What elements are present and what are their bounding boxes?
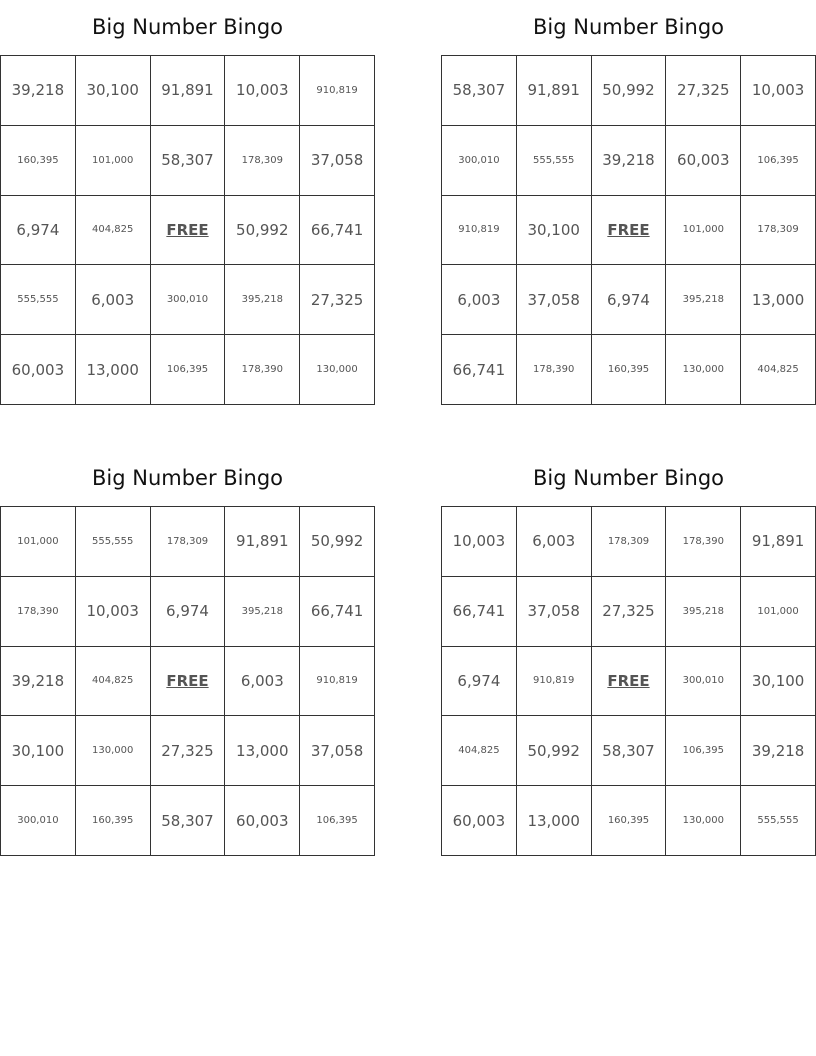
- bingo-cell: 6,003: [225, 647, 300, 717]
- bingo-cell: 130,000: [666, 786, 741, 856]
- bingo-cell: 58,307: [592, 716, 667, 786]
- bingo-grid: [0, 55, 375, 405]
- bingo-cell: 106,395: [151, 335, 226, 405]
- bingo-cell: 555,555: [1, 265, 76, 335]
- bingo-cell: 37,058: [300, 126, 375, 196]
- bingo-cell: 27,325: [666, 56, 741, 126]
- bingo-cell: 6,003: [76, 265, 151, 335]
- bingo-cell: 10,003: [741, 56, 816, 126]
- bingo-cell: 160,395: [592, 786, 667, 856]
- bingo-cell: 6,003: [442, 265, 517, 335]
- bingo-cell: 130,000: [300, 335, 375, 405]
- bingo-cell: 30,100: [517, 196, 592, 266]
- bingo-cell: 106,395: [300, 786, 375, 856]
- free-space-cell: FREE: [151, 196, 226, 266]
- bingo-cell: 300,010: [1, 786, 76, 856]
- bingo-cell: 130,000: [666, 335, 741, 405]
- bingo-cell: 101,000: [76, 126, 151, 196]
- bingo-cell: 395,218: [666, 577, 741, 647]
- bingo-cell: 395,218: [225, 265, 300, 335]
- bingo-cell: 404,825: [741, 335, 816, 405]
- bingo-cell: 10,003: [442, 507, 517, 577]
- bingo-cell: 404,825: [442, 716, 517, 786]
- bingo-cell: 58,307: [151, 786, 226, 856]
- free-space-cell: FREE: [151, 647, 226, 717]
- bingo-cell: 27,325: [151, 716, 226, 786]
- bingo-cell: 66,741: [442, 335, 517, 405]
- bingo-cell: 58,307: [442, 56, 517, 126]
- card-title: Big Number Bingo: [532, 466, 724, 490]
- bingo-cell: 910,819: [300, 56, 375, 126]
- card-title: Big Number Bingo: [91, 15, 283, 39]
- bingo-cell: 106,395: [666, 716, 741, 786]
- bingo-cell: 13,000: [741, 265, 816, 335]
- bingo-cell: 6,974: [151, 577, 226, 647]
- bingo-cell: 178,309: [225, 126, 300, 196]
- bingo-cell: 30,100: [1, 716, 76, 786]
- bingo-cell: 555,555: [741, 786, 816, 856]
- bingo-cell: 37,058: [517, 265, 592, 335]
- bingo-cell: 395,218: [225, 577, 300, 647]
- bingo-cell: 10,003: [225, 56, 300, 126]
- bingo-cell: 6,974: [1, 196, 76, 266]
- bingo-cell: 39,218: [1, 56, 76, 126]
- bingo-cell: 30,100: [76, 56, 151, 126]
- bingo-cell: 300,010: [442, 126, 517, 196]
- bingo-cell: 39,218: [741, 716, 816, 786]
- card-title: Big Number Bingo: [91, 466, 283, 490]
- bingo-cell: 50,992: [300, 507, 375, 577]
- bingo-cell: 91,891: [517, 56, 592, 126]
- bingo-cell: 39,218: [592, 126, 667, 196]
- bingo-cell: 178,390: [225, 335, 300, 405]
- bingo-cell: 178,309: [741, 196, 816, 266]
- bingo-cell: 91,891: [151, 56, 226, 126]
- card-title: Big Number Bingo: [532, 15, 724, 39]
- bingo-cell: 404,825: [76, 647, 151, 717]
- bingo-cell: 37,058: [300, 716, 375, 786]
- bingo-cell: 66,741: [300, 196, 375, 266]
- bingo-cell: 60,003: [666, 126, 741, 196]
- bingo-cell: 13,000: [517, 786, 592, 856]
- bingo-cell: 37,058: [517, 577, 592, 647]
- bingo-cell: 6,003: [517, 507, 592, 577]
- bingo-cell: 60,003: [225, 786, 300, 856]
- bingo-cell: 60,003: [1, 335, 76, 405]
- bingo-grid: [441, 506, 816, 856]
- bingo-cell: 91,891: [741, 507, 816, 577]
- bingo-cell: 178,309: [151, 507, 226, 577]
- bingo-cell: 39,218: [1, 647, 76, 717]
- bingo-cell: 160,395: [1, 126, 76, 196]
- bingo-cell: 178,390: [517, 335, 592, 405]
- bingo-cell: 101,000: [666, 196, 741, 266]
- bingo-cell: 555,555: [76, 507, 151, 577]
- free-space-cell: FREE: [592, 196, 667, 266]
- bingo-cell: 395,218: [666, 265, 741, 335]
- bingo-cell: 91,891: [225, 507, 300, 577]
- bingo-cell: 404,825: [76, 196, 151, 266]
- bingo-cell: 101,000: [741, 577, 816, 647]
- bingo-cell: 6,974: [592, 265, 667, 335]
- bingo-cell: 160,395: [592, 335, 667, 405]
- bingo-cell: 30,100: [741, 647, 816, 717]
- bingo-cell: 910,819: [442, 196, 517, 266]
- bingo-cell: 910,819: [300, 647, 375, 717]
- bingo-cell: 160,395: [76, 786, 151, 856]
- bingo-cell: 27,325: [592, 577, 667, 647]
- bingo-cell: 50,992: [517, 716, 592, 786]
- bingo-cell: 178,309: [592, 507, 667, 577]
- bingo-cell: 300,010: [151, 265, 226, 335]
- bingo-cell: 13,000: [76, 335, 151, 405]
- bingo-cell: 130,000: [76, 716, 151, 786]
- bingo-cell: 300,010: [666, 647, 741, 717]
- bingo-cell: 50,992: [225, 196, 300, 266]
- bingo-cell: 555,555: [517, 126, 592, 196]
- bingo-cell: 178,390: [1, 577, 76, 647]
- bingo-cell: 60,003: [442, 786, 517, 856]
- bingo-cell: 910,819: [517, 647, 592, 717]
- bingo-grid: [441, 55, 816, 405]
- bingo-cell: 6,974: [442, 647, 517, 717]
- bingo-cell: 10,003: [76, 577, 151, 647]
- bingo-cell: 66,741: [442, 577, 517, 647]
- bingo-cell: 106,395: [741, 126, 816, 196]
- bingo-cell: 178,390: [666, 507, 741, 577]
- bingo-cell: 66,741: [300, 577, 375, 647]
- bingo-cell: 13,000: [225, 716, 300, 786]
- bingo-cell: 101,000: [1, 507, 76, 577]
- bingo-cell: 27,325: [300, 265, 375, 335]
- bingo-grid: [0, 506, 375, 856]
- bingo-cell: 58,307: [151, 126, 226, 196]
- free-space-cell: FREE: [592, 647, 667, 717]
- bingo-cell: 50,992: [592, 56, 667, 126]
